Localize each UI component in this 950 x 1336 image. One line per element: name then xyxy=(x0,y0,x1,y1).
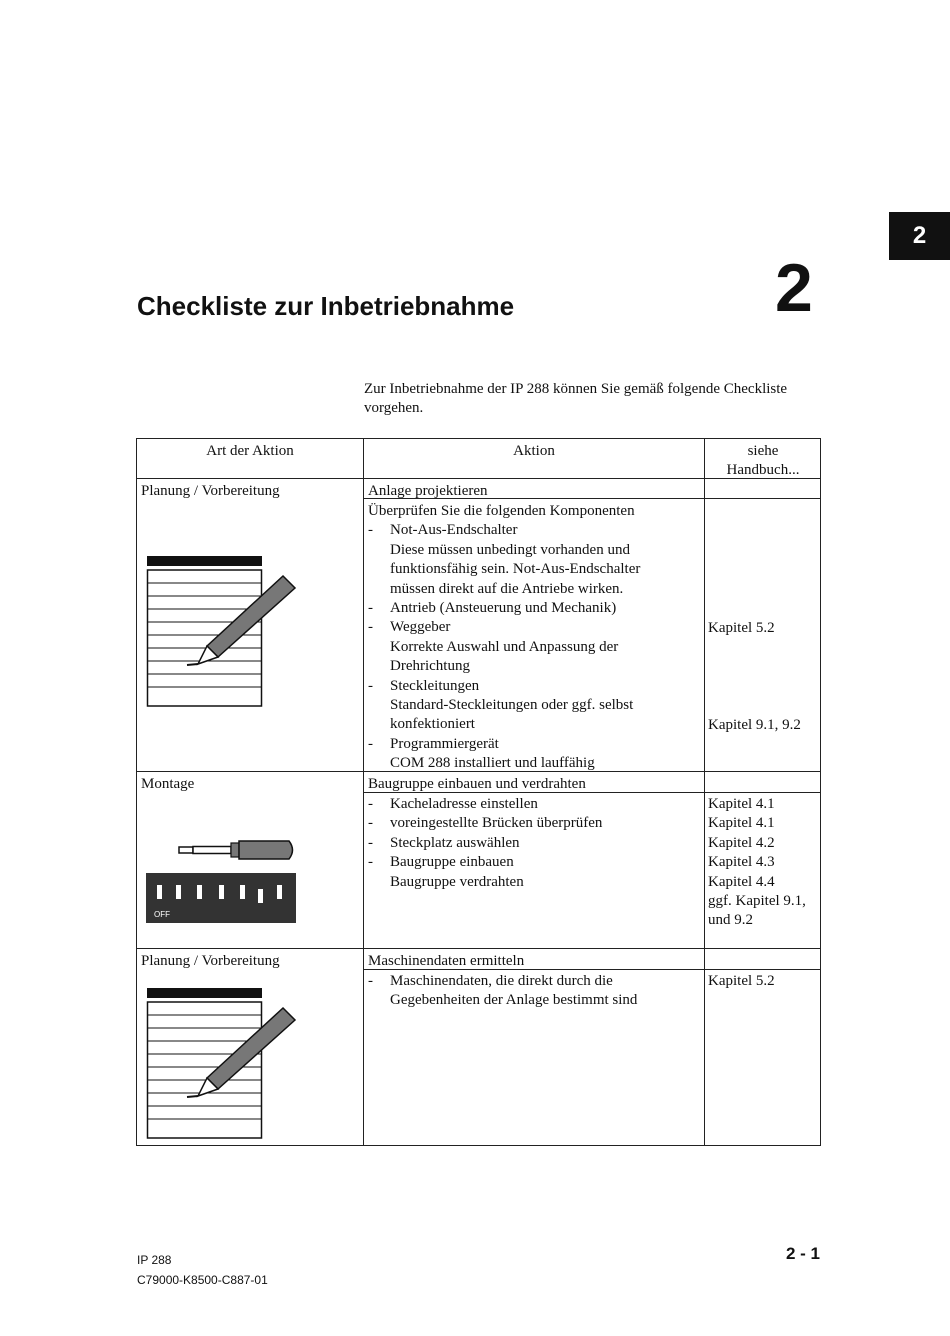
row-heading: Baugruppe einbauen und verdrahten xyxy=(368,776,586,792)
list-item: - Maschinendaten, die direkt durch die Gegebenheiten der Anlage bestimmt sind xyxy=(368,973,638,1009)
footer-product-info: IP 288 C79000-K8500-C887-01 xyxy=(137,1253,268,1287)
header-action: Aktion xyxy=(513,443,555,459)
list-item: - Not-Aus-Endschalter Diese müssen unbedingt vorhanden und funktionsfähig sein. Not-Aus-Endschalter müssen direkt auf die Antriebe wirken. xyxy=(368,522,641,597)
list-item: - Programmiergerät COM 288 installiert und lauffähig xyxy=(368,735,595,772)
checklist-table xyxy=(136,438,821,1146)
screwdriver-icon xyxy=(177,837,299,863)
list-item: - Weggeber Korrekte Auswahl und Anpassung der Drehrichtung xyxy=(368,619,619,675)
header-reference: siehe Handbuch... xyxy=(726,443,800,479)
intro-text: Zur Inbetriebnahme der IP 288 können Sie gemäß folgende Checkliste vorgehen. xyxy=(364,381,788,416)
chapter-title: Checkliste zur Inbetriebnahme xyxy=(137,291,515,321)
row-type-label: Planung / Vorbereitung xyxy=(141,483,280,499)
chapter-number: 2 xyxy=(775,250,813,326)
dip-switch-icon xyxy=(146,873,296,923)
list-item: - Baugruppe einbauen xyxy=(368,854,514,871)
list-item: - Steckplatz auswählen xyxy=(368,834,520,851)
dip-off-label: OFF xyxy=(154,910,170,919)
list-item: - Antrieb (Ansteuerung und Mechanik) xyxy=(368,600,617,617)
checklist-pencil-icon xyxy=(146,556,298,708)
row-actions: Überprüfen Sie die folgenden Komponenten - Not-Aus-Endschalter Diese müssen unbedingt vorhanden und funktionsfähig sein. Not-Aus-Endschalter müssen direkt auf die Antriebe wirken. - Antrieb (Ansteuerung und Mechanik) - Weggeber Korrekte Auswahl und Anpassung der Drehrichtung - Steckleitungen Standard-Steckleitungen oder ggf. selbst konfektioniert - Programmiergerät COM 288 installiert und lauffähig xyxy=(368,502,698,774)
reference-list: Kapitel 4.1 Kapitel 4.1 Kapitel 4.2 Kapitel 4.3 Kapitel 4.4 ggf. Kapitel 9.1, und 9.2 xyxy=(708,796,806,929)
reference-text: Kapitel 5.2 xyxy=(708,620,775,636)
reference-text: Kapitel 9.1, 9.2 xyxy=(708,717,801,733)
row-type-label: Planung / Vorbereitung xyxy=(141,953,280,969)
reference-text: Kapitel 5.2 xyxy=(708,973,775,989)
header-type: Art der Aktion xyxy=(206,443,294,459)
page-number: 2 - 1 xyxy=(786,1244,821,1263)
row-divider xyxy=(137,948,820,949)
list-item: - voreingestellte Brücken überprüfen xyxy=(368,815,603,832)
row-heading: Maschinendaten ermitteln xyxy=(368,953,525,969)
list-item: Baugruppe verdrahten xyxy=(390,873,524,890)
row-heading: Anlage projektieren xyxy=(368,483,488,499)
chapter-tab-marker: 2 xyxy=(889,212,950,260)
row-type-label: Montage xyxy=(141,776,195,792)
checklist-pencil-icon xyxy=(146,988,298,1140)
list-item: - Kacheladresse einstellen xyxy=(368,796,538,812)
row-actions xyxy=(368,795,698,892)
row-actions xyxy=(368,972,698,1011)
list-item: - Steckleitungen Standard-Steckleitungen oder ggf. selbst konfektioniert xyxy=(368,677,634,733)
